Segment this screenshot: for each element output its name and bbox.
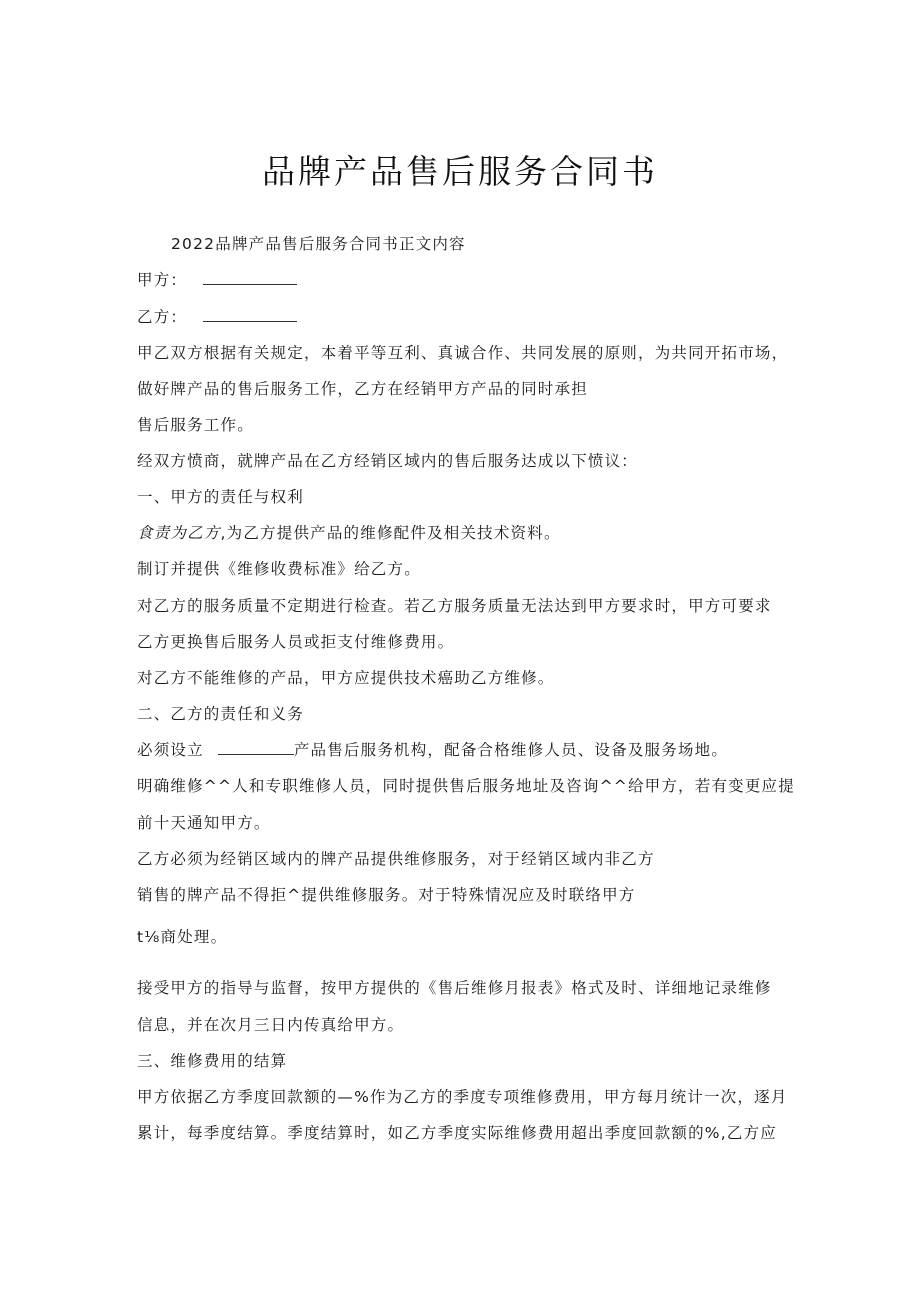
paragraph-line: t⅛商处理。 [137, 928, 228, 946]
section-heading: 一、甲方的责任与权利 [137, 488, 305, 506]
paragraph-line: 甲方依据乙方季度回款额的—%作为乙方的季度专项维修费用，甲方每月统计一次，逐月 [137, 1088, 788, 1106]
paragraph-text: 必须设立 [137, 741, 204, 759]
party-b-blank [203, 309, 297, 322]
paragraph-line: 制订并提供《维修收费标准》给乙方。 [137, 560, 421, 578]
section-heading: 三、维修费用的结算 [137, 1052, 288, 1070]
paragraph-line: 接受甲方的指导与监督，按甲方提供的《售后维修月报表》格式及时、详细地记录维修 [137, 979, 772, 997]
party-b-label: 乙方： [137, 308, 188, 326]
paragraph-line: 甲乙双方根据有关规定，本着平等互利、真诚合作、共同发展的原则，为共同开拓市场， [137, 344, 789, 362]
italic-text: 食责为乙方 [137, 524, 221, 542]
paragraph-line [137, 521, 561, 543]
paragraph-line: 累计，每季度结算。季度结算时，如乙方季度实际维修费用超出季度回款额的%,乙方应 [137, 1124, 777, 1142]
paragraph-line: 销售的牌产品不得拒^提供维修服务。对于特殊情况应及时联络甲方 [137, 886, 636, 904]
paragraph-line: 明确维修^^人和专职维修人员，同时提供售后服务地址及咨询^^给甲方，若有变更应提 [137, 777, 795, 795]
paragraph-line: 前十天通知甲方。 [137, 814, 271, 832]
paragraph-line: 乙方更换售后服务人员或拒支付维修费用。 [137, 633, 455, 651]
fill-in-blank [218, 742, 294, 755]
party-a-blank [203, 272, 297, 285]
paragraph-line: 做好牌产品的售后服务工作，乙方在经销甲方产品的同时承担 [137, 380, 588, 398]
party-a-line [137, 268, 297, 290]
party-a-label: 甲方： [137, 271, 188, 289]
paragraph-line: 经双方愤商，就牌产品在乙方经销区域内的售后服务达成以下愤议： [137, 452, 639, 470]
document-title: 品牌产品售后服务合同书 [262, 152, 658, 191]
paragraph-line: 乙方必须为经销区域内的牌产品提供维修服务，对于经销区域内非乙方 [137, 850, 655, 868]
document-subtitle: 2022品牌产品售后服务合同书正文内容 [171, 235, 466, 253]
paragraph-text: 产品售后服务机构，配备合格维修人员、设备及服务场地。 [293, 741, 729, 759]
party-b-line [137, 305, 297, 327]
paragraph-text: ,为乙方提供产品的维修配件及相关技术资料。 [220, 524, 561, 542]
paragraph-line: 售后服务工作。 [137, 416, 254, 434]
paragraph-line [137, 738, 728, 760]
section-heading: 二、乙方的责任和义务 [137, 705, 305, 723]
paragraph-line: 信息，并在次月三日内传真给甲方。 [137, 1016, 405, 1034]
paragraph-line: 对乙方的服务质量不定期进行检查。若乙方服务质量无法达到甲方要求时，甲方可要求 [137, 597, 772, 615]
paragraph-line: 对乙方不能维修的产品，甲方应提供技术癌助乙方维修。 [137, 669, 555, 687]
